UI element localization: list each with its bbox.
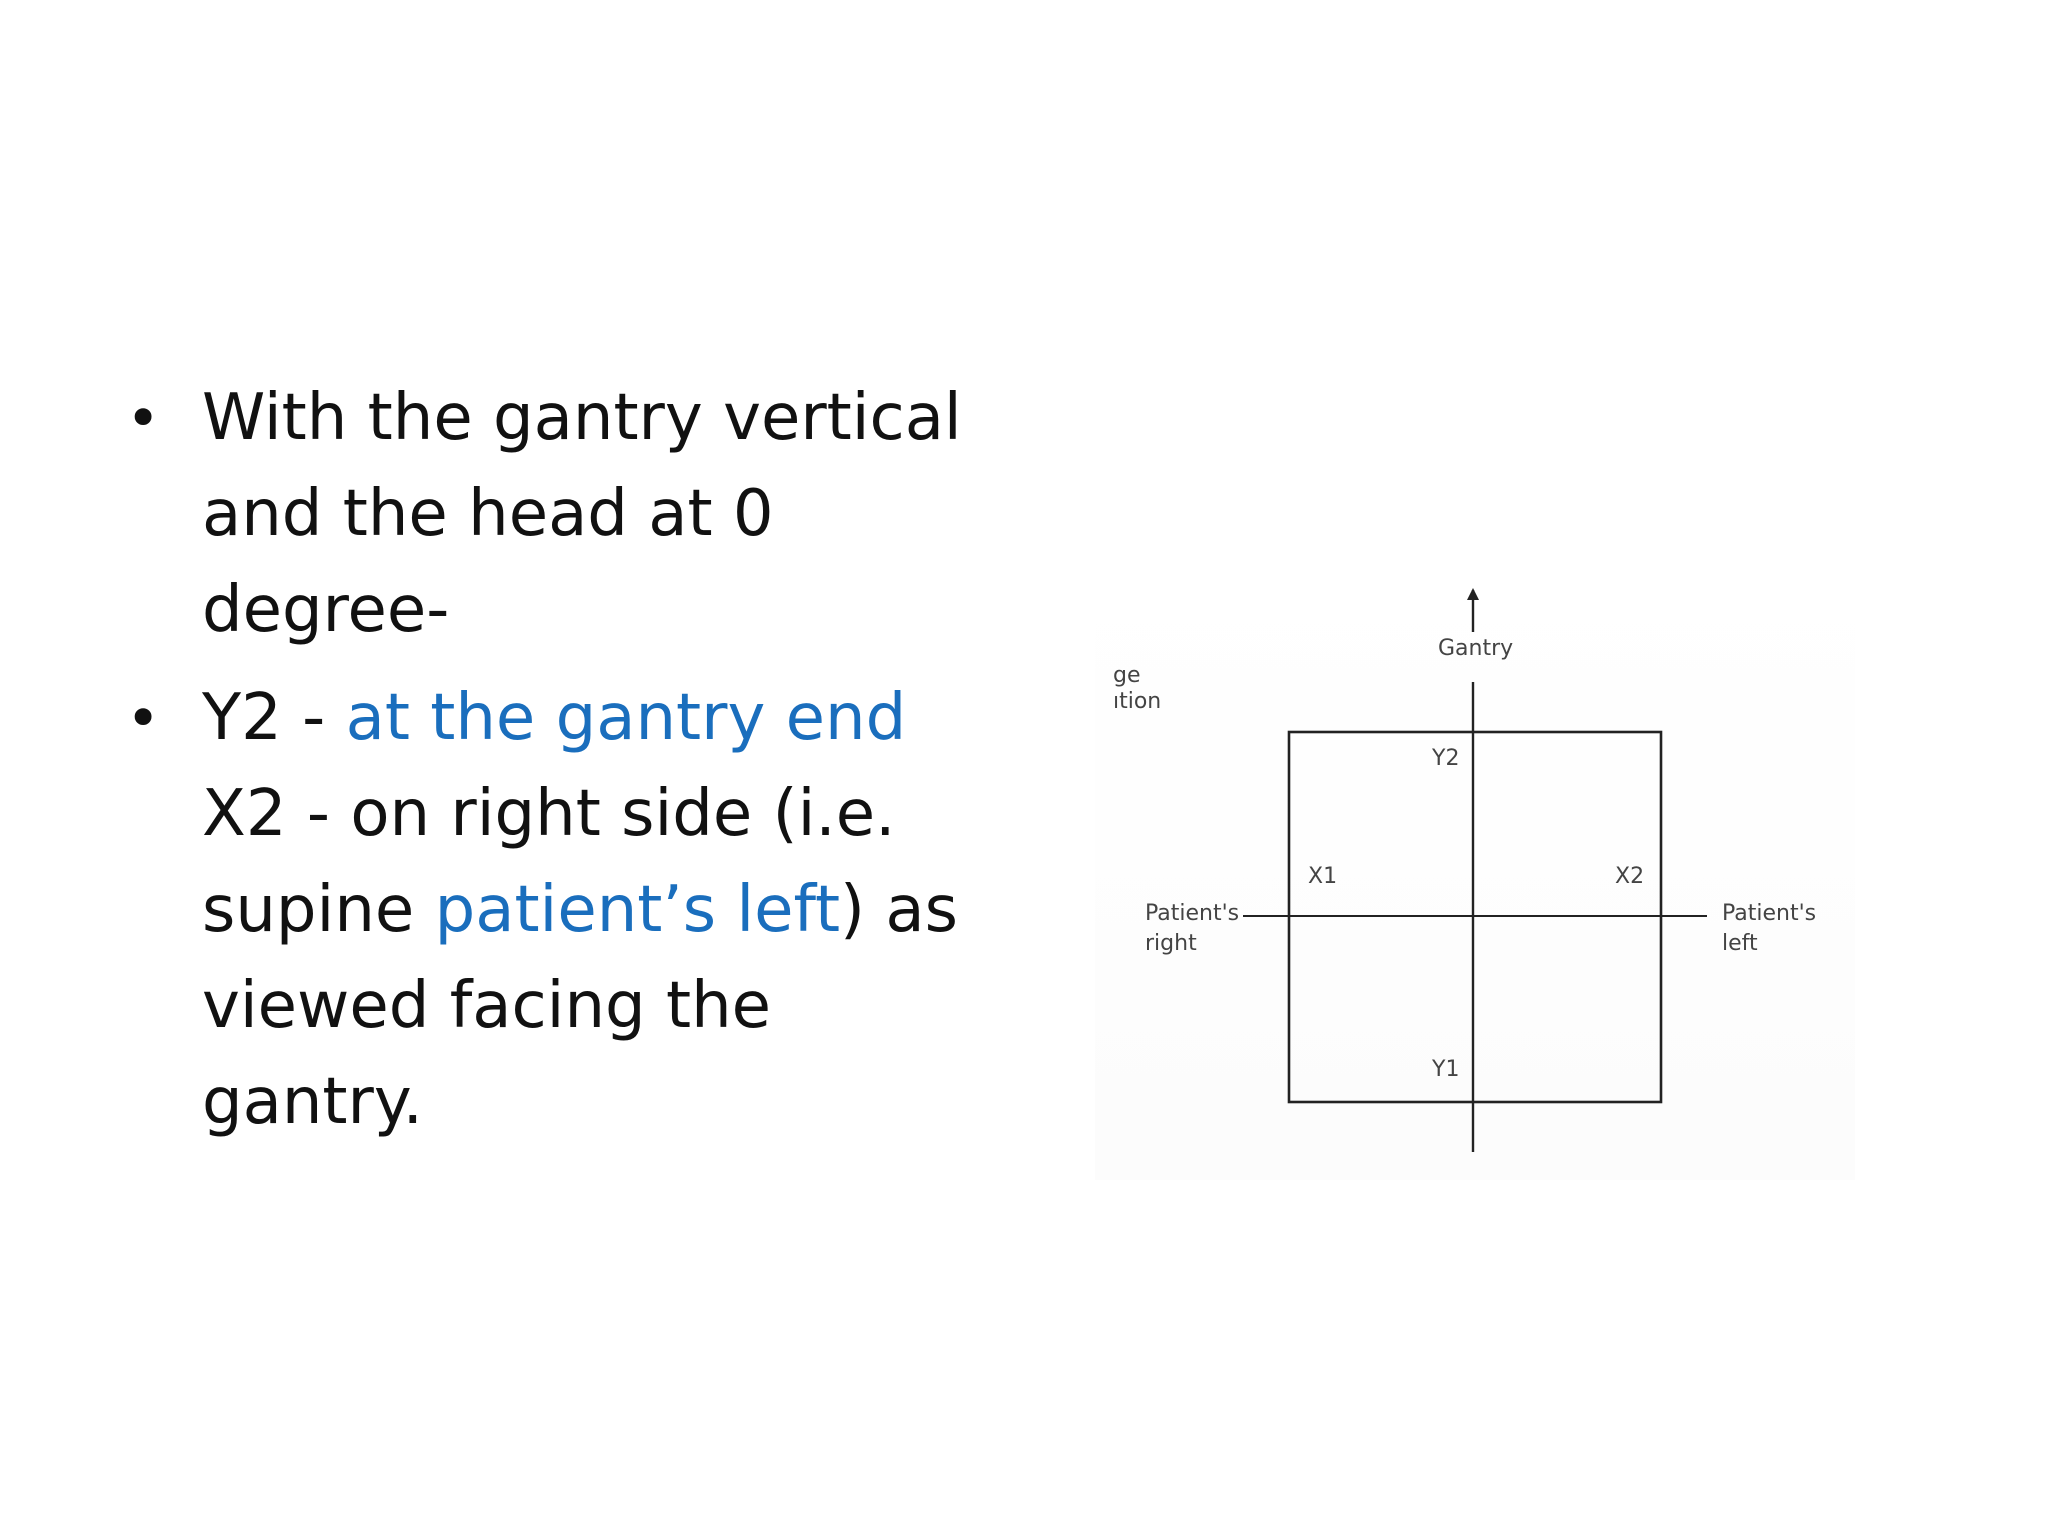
bullet-text: Y2 - bbox=[202, 681, 346, 755]
bullet-text: With the gantry vertical bbox=[202, 381, 962, 455]
bullet-text: viewed facing the bbox=[202, 969, 771, 1043]
bullet-text: supine bbox=[202, 873, 435, 947]
patient-right-label-line1: Patient's bbox=[1145, 901, 1240, 926]
bullet-line bbox=[202, 766, 1000, 862]
bullet-text: ) as bbox=[840, 873, 958, 947]
patient-left-label-line1: Patient's bbox=[1722, 901, 1817, 926]
highlight-text: at the gantry end bbox=[345, 681, 907, 755]
bullet-text: X2 - on right side (i.e. bbox=[202, 777, 896, 851]
bullet-line bbox=[202, 370, 1000, 466]
patient-left-label-line2: left bbox=[1722, 931, 1758, 956]
bullet-dot: • bbox=[126, 384, 161, 452]
collimator-jaw-diagram bbox=[1095, 570, 1855, 1180]
bullet-line bbox=[202, 562, 1000, 658]
bullet-line bbox=[202, 862, 1000, 958]
jaw-diagram-svg bbox=[1095, 570, 1855, 1180]
bullet-line bbox=[202, 670, 1000, 766]
x1-label: X1 bbox=[1308, 864, 1338, 889]
bullet-item-y2-x2 bbox=[120, 670, 1000, 1150]
bullet-item-gantry-vertical bbox=[120, 370, 1000, 658]
bullet-dot: • bbox=[126, 684, 161, 752]
bullet-list bbox=[120, 370, 1000, 1162]
y2-label: Y2 bbox=[1432, 746, 1460, 771]
highlight-text: patient’s left bbox=[434, 873, 841, 947]
bullet-text: gantry. bbox=[202, 1065, 423, 1139]
patient-right-label-line2: right bbox=[1145, 931, 1197, 956]
cropped-label-line2: ıtion bbox=[1113, 689, 1162, 714]
gantry-label: Gantry bbox=[1438, 636, 1514, 661]
gantry-arrow-head bbox=[1467, 588, 1479, 600]
x2-label: X2 bbox=[1615, 864, 1645, 889]
bullet-line bbox=[202, 1054, 1000, 1150]
y1-label: Y1 bbox=[1432, 1057, 1460, 1082]
bullet-line bbox=[202, 958, 1000, 1054]
bullet-line bbox=[202, 466, 1000, 562]
bullet-text: degree- bbox=[202, 573, 450, 647]
bullet-text: and the head at 0 bbox=[202, 477, 774, 551]
cropped-label-line1: ge bbox=[1113, 663, 1141, 688]
